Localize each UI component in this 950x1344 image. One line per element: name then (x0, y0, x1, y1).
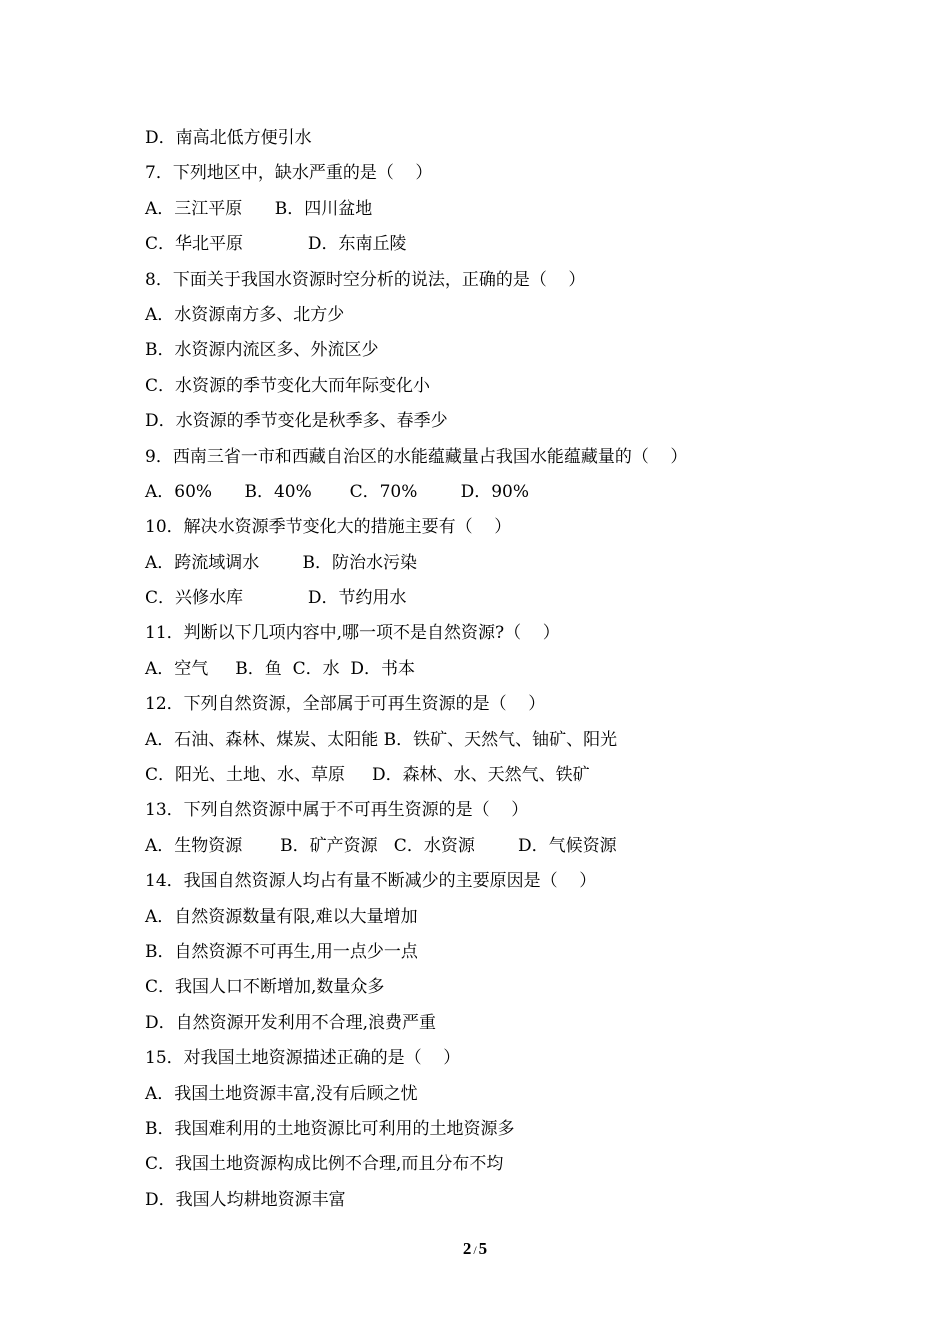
page-number-separator: / (473, 1243, 477, 1257)
option-line: C．我国人口不断增加,数量众多 (145, 977, 385, 998)
question-line: 10．解决水资源季节变化大的措施主要有（ ） (145, 517, 512, 538)
option-line: A．水资源南方多、北方少 (145, 304, 345, 325)
option-line: D．南高北低方便引水 (145, 128, 312, 148)
option-line: A．石油、森林、煤炭、太阳能 B．铁矿、天然气、铀矿、阳光 (145, 729, 618, 750)
page-number (0, 1238, 950, 1261)
question-line: 7．下列地区中，缺水严重的是（ ） (145, 163, 433, 184)
question-line: 13．下列自然资源中属于不可再生资源的是（ ） (145, 800, 529, 821)
total-pages-number: 5 (478, 1239, 488, 1258)
option-line: A．空气 B．鱼 C．水 D．书本 (145, 658, 416, 679)
option-line: A．60% B．40% C．70% D．90% (145, 481, 530, 502)
option-line: C．华北平原 D．东南丘陵 (145, 234, 407, 255)
option-line: C．阳光、土地、水、草原 D．森林、水、天然气、铁矿 (145, 765, 590, 786)
option-line: D．我国人均耕地资源丰富 (145, 1189, 346, 1210)
option-line: C．我国土地资源构成比例不合理,而且分布不均 (145, 1154, 504, 1175)
option-line: A．三江平原 B．四川盆地 (145, 198, 373, 219)
option-line: A．我国土地资源丰富,没有后顾之忧 (145, 1083, 418, 1104)
option-line: A．跨流域调水 B．防治水污染 (145, 552, 417, 573)
option-line: B．自然资源不可再生,用一点少一点 (145, 941, 418, 962)
option-line: C．水资源的季节变化大而年际变化小 (145, 375, 431, 396)
question-line: 9．西南三省一市和西藏自治区的水能蕴藏量占我国水能蕴藏量的（ ） (145, 446, 688, 467)
question-line: 8．下面关于我国水资源时空分析的说法，正确的是（ ） (145, 269, 586, 290)
question-line: 12．下列自然资源，全部属于可再生资源的是（ ） (145, 694, 546, 715)
question-line: 14．我国自然资源人均占有量不断减少的主要原因是（ ） (145, 871, 597, 892)
option-line: B．我国难利用的土地资源比可利用的土地资源多 (145, 1118, 515, 1139)
question-line: 11．判断以下几项内容中,哪一项不是自然资源?（ ） (145, 623, 560, 644)
option-line: A．自然资源数量有限,难以大量增加 (145, 906, 418, 927)
option-line: D．水资源的季节变化是秋季多、春季少 (145, 411, 448, 432)
document-body (145, 121, 845, 1218)
option-line: B．水资源内流区多、外流区少 (145, 340, 379, 361)
question-line: 15．对我国土地资源描述正确的是（ ） (145, 1048, 461, 1069)
option-line: C．兴修水库 D．节约用水 (145, 588, 407, 609)
option-line: A．生物资源 B．矿产资源 C．水资源 D．气候资源 (145, 835, 617, 856)
option-line: D．自然资源开发利用不合理,浪费严重 (145, 1012, 437, 1033)
current-page-number: 2 (462, 1239, 472, 1258)
